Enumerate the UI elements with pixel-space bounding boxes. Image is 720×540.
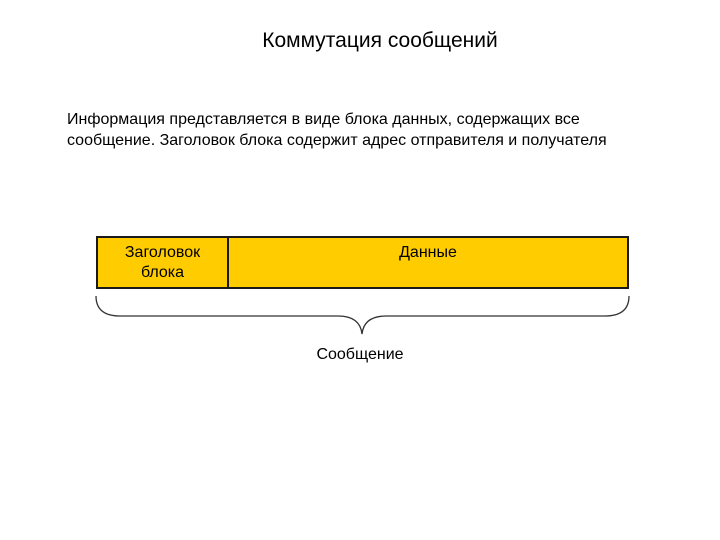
curly-brace-icon — [90, 294, 635, 336]
description-text — [67, 109, 707, 151]
block-header-cell — [98, 238, 229, 287]
block-data-label: Данные — [399, 244, 457, 261]
block-data-cell — [229, 238, 627, 287]
message-label: Сообщение — [316, 346, 404, 363]
block-header-label-line-1: Заголовок — [124, 244, 201, 261]
description-line-2: сообщение. Заголовок блока содержит адрес отправителя и получателя — [67, 132, 607, 149]
message-block-diagram — [96, 236, 629, 289]
description-line-1: Информация представляется в виде блока данных, содержащих все — [67, 111, 580, 128]
block-header-label-line-2: блока — [140, 264, 185, 281]
slide-title: Коммутация сообщений — [262, 29, 498, 52]
